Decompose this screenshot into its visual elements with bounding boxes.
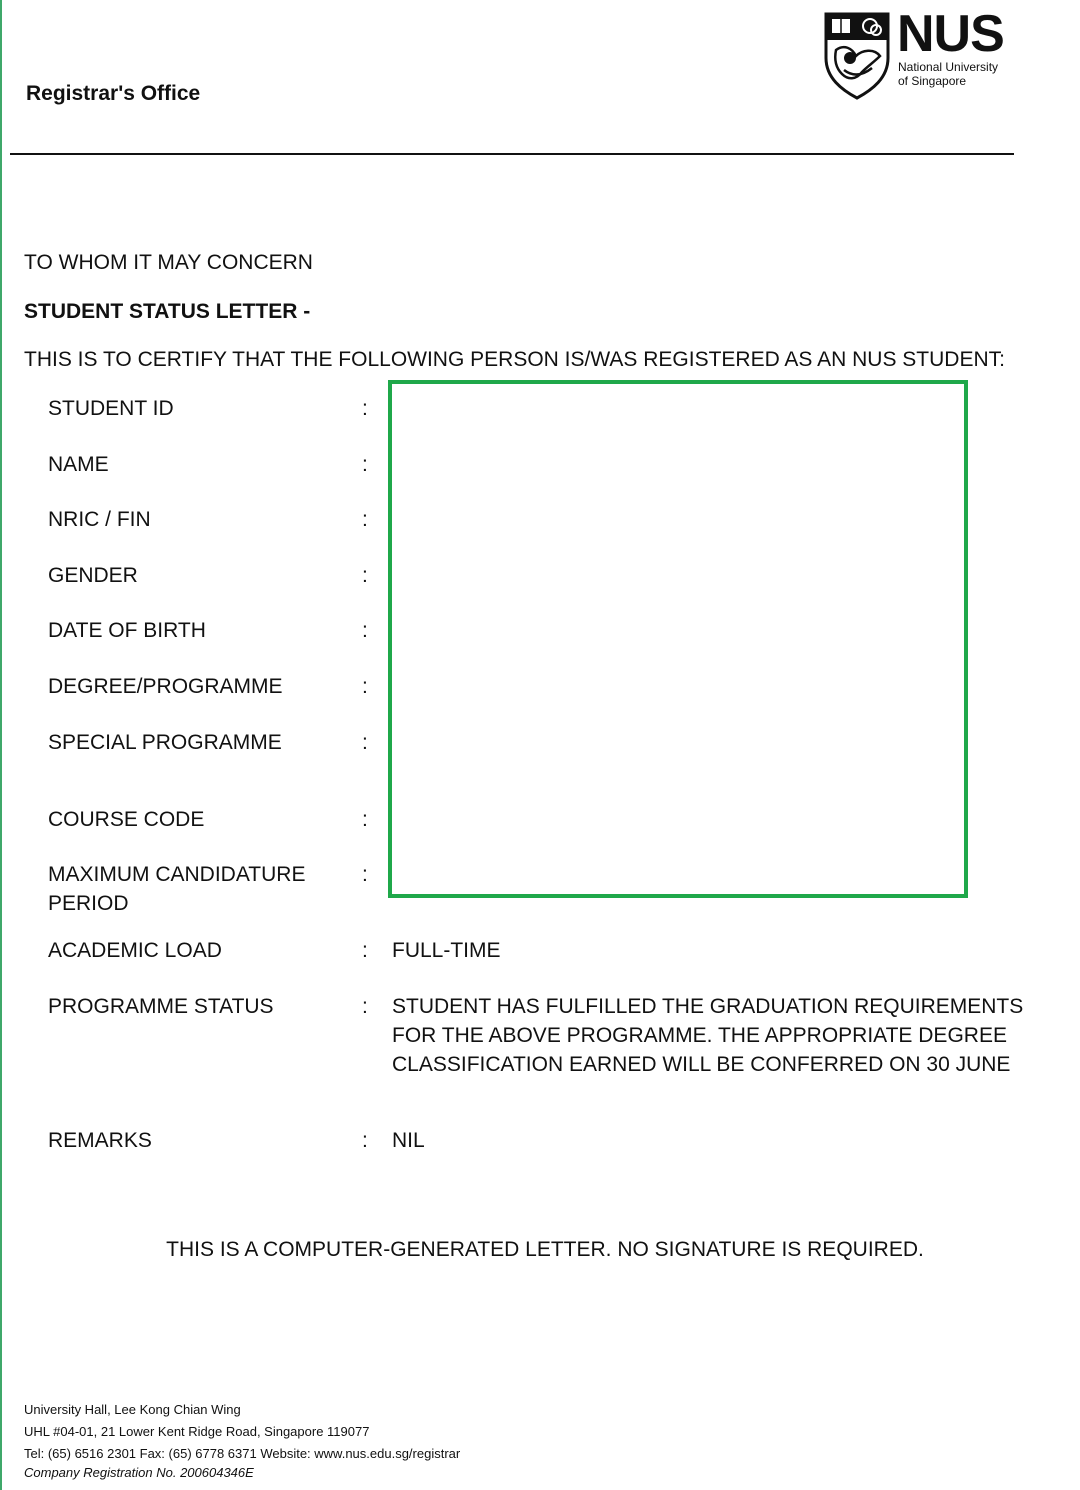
footer-line: UHL #04-01, 21 Lower Kent Ridge Road, Singapore 119077 [24,1424,370,1439]
redaction-box [388,380,968,898]
certification-statement: THIS IS TO CERTIFY THAT THE FOLLOWING PERSON IS/WAS REGISTERED AS AN NUS STUDENT: [24,348,1005,371]
field-label-nric-fin: NRIC / FIN [48,508,151,531]
office-name: Registrar's Office [26,82,201,105]
field-colon: : [362,995,368,1018]
page-edge [0,0,2,1490]
field-label-name: NAME [48,453,109,476]
computer-generated-note: THIS IS A COMPUTER-GENERATED LETTER. NO SIGNATURE IS REQUIRED. [166,1238,924,1261]
field-colon: : [362,808,368,831]
field-label-student-id: STUDENT ID [48,397,174,420]
field-label-course-code: COURSE CODE [48,808,205,831]
field-colon: : [362,675,368,698]
field-colon: : [362,397,368,420]
field-label-remarks: REMARKS [48,1129,152,1152]
company-registration: Company Registration No. 200604346E [24,1465,254,1480]
field-label-programme-status: PROGRAMME STATUS [48,995,274,1018]
field-label-gender: GENDER [48,564,138,587]
footer-contact: Tel: (65) 6516 2301 Fax: (65) 6778 6371 Website: www.nus.edu.sg/registrar [24,1446,461,1461]
footer-address [24,1399,460,1481]
field-colon: : [362,453,368,476]
footer-line: University Hall, Lee Kong Chian Wing [24,1402,241,1417]
salutation: TO WHOM IT MAY CONCERN [24,251,313,274]
field-value-academic-load: FULL-TIME [392,939,501,962]
field-value-remarks: NIL [392,1129,425,1152]
field-colon: : [362,939,368,962]
field-colon: : [362,508,368,531]
field-label-date-of-birth: DATE OF BIRTH [48,619,206,642]
crest-icon [822,10,892,100]
logo-subtitle: National University of Singapore [898,60,999,88]
field-label-max-candidature: MAXIMUM CANDIDATURE PERIOD [48,863,306,915]
header-rule [10,153,1014,155]
field-label-academic-load: ACADEMIC LOAD [48,939,222,962]
field-label-special-programme: SPECIAL PROGRAMME [48,731,282,754]
field-label-degree-programme: DEGREE/PROGRAMME [48,675,283,698]
logo-wordmark: NUS [897,5,1004,63]
nus-logo [822,5,1022,102]
field-colon: : [362,619,368,642]
field-colon: : [362,863,368,886]
field-colon: : [362,731,368,754]
field-value-programme-status: STUDENT HAS FULFILLED THE GRADUATION REQUIREMENTS FOR THE ABOVE PROGRAMME. THE APPROPRIATE DEGREE CLASSIFICATION EARNED WILL BE CONFERRED ON 30 JUNE [392,995,1024,1076]
letter-title: STUDENT STATUS LETTER - [24,300,311,323]
field-colon: : [362,564,368,587]
field-colon: : [362,1129,368,1152]
